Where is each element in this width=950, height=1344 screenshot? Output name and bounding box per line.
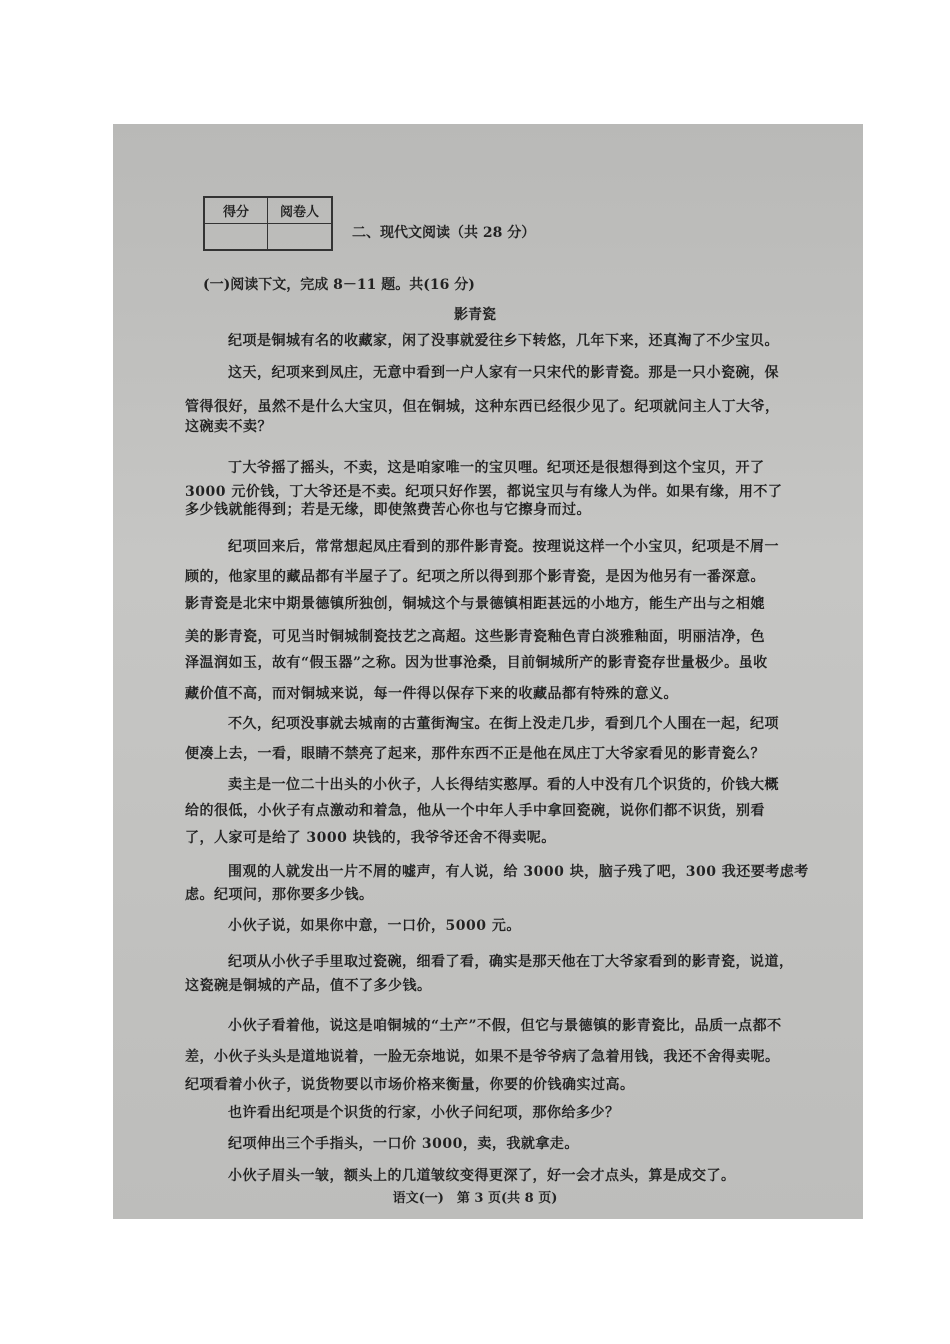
article-line: 差，小伙子头头是道地说着，一脸无奈地说，如果不是爷爷病了急着用钱，我还不舍得卖呢。 bbox=[185, 1049, 780, 1065]
article-line: 这碗卖不卖？ bbox=[185, 419, 272, 435]
article-line: 顾的，他家里的藏品都有半屋子了。纪项之所以得到那个影青瓷，是因为他另有一番深意。 bbox=[185, 569, 765, 585]
article-line: 美的影青瓷，可见当时铜城制瓷技艺之高超。这些影青瓷釉色青白淡雅釉面，明丽洁净，色 bbox=[185, 629, 765, 645]
score-cell bbox=[205, 224, 268, 250]
section-title: 二、现代文阅读（共 28 分） bbox=[352, 225, 536, 241]
article-line: 多少钱就能得到；若是无缘，即使煞费苦心你也与它擦身而过。 bbox=[185, 502, 591, 518]
article-line: 3000 元价钱，丁大爷还是不卖。纪项只好作罢，都说宝贝与有缘人为伴。如果有缘，用不了 bbox=[185, 484, 783, 500]
article-line: 丁大爷摇了摇头，不卖，这是咱家唯一的宝贝哩。纪项还是很想得到这个宝贝，开了 bbox=[228, 460, 765, 476]
article-line: 纪项看着小伙子，说货物要以市场价格来衡量，你要的价钱确实过高。 bbox=[185, 1077, 635, 1093]
article-line: 围观的人就发出一片不屑的嘘声，有人说，给 3000 块，脑子残了吧，300 我还要考虑考 bbox=[228, 864, 809, 880]
article-line: 泽温润如玉，故有“假玉器”之称。因为世事沧桑，目前铜城所产的影青瓷存世量极少。虽收 bbox=[185, 655, 768, 671]
article-line: 了，人家可是给了 3000 块钱的，我爷爷还舍不得卖呢。 bbox=[185, 830, 556, 846]
article-line: 影青瓷是北宋中期景德镇所独创，铜城这个与景德镇相距甚远的小地方，能生产出与之相媲 bbox=[185, 596, 765, 612]
article-line: 卖主是一位二十出头的小伙子，人长得结实憨厚。看的人中没有几个识货的，价钱大概 bbox=[228, 777, 779, 793]
article-line: 纪项回来后，常常想起凤庄看到的那件影青瓷。按理说这样一个小宝贝，纪项是不屑一 bbox=[228, 539, 779, 555]
grader-label: 阅卷人 bbox=[268, 198, 331, 224]
article-line: 也许看出纪项是个识货的行家，小伙子问纪项，那你给多少？ bbox=[228, 1105, 620, 1121]
article-line: 小伙子说，如果你中意，一口价，5000 元。 bbox=[228, 918, 521, 934]
article-line: 给的很低，小伙子有点激动和着急，他从一个中年人手中拿回瓷碗，说你们都不识货，别看 bbox=[185, 803, 765, 819]
page-footer: 语文(一) 第 3 页(共 8 页) bbox=[392, 1191, 558, 1206]
article-line: 纪项是铜城有名的收藏家，闲了没事就爱往乡下转悠，几年下来，还真淘了不少宝贝。 bbox=[228, 333, 779, 349]
article-line: 小伙子看着他，说这是咱铜城的“土产”不假，但它与景德镇的影青瓷比，品质一点都不 bbox=[228, 1018, 782, 1034]
score-table bbox=[203, 196, 333, 251]
article-line: 不久，纪项没事就去城南的古董街淘宝。在街上没走几步，看到几个人围在一起，纪项 bbox=[228, 716, 779, 732]
article-line: 这瓷碗是铜城的产品，值不了多少钱。 bbox=[185, 978, 432, 994]
article-line: 纪项从小伙子手里取过瓷碗，细看了看，确实是那天他在丁大爷家看到的影青瓷，说道， bbox=[228, 954, 794, 970]
question-instruction: (一)阅读下文，完成 8－11 题。共(16 分) bbox=[203, 277, 475, 293]
article-title: 影青瓷 bbox=[454, 307, 496, 323]
article-line: 便凑上去，一看，眼睛不禁亮了起来，那件东西不正是他在凤庄丁大爷家看见的影青瓷么？ bbox=[185, 746, 765, 762]
article-line: 这天，纪项来到凤庄，无意中看到一户人家有一只宋代的影青瓷。那是一只小瓷碗，保 bbox=[228, 365, 779, 381]
score-label: 得分 bbox=[205, 198, 268, 224]
article-line: 管得很好，虽然不是什么大宝贝，但在铜城，这种东西已经很少见了。纪项就问主人丁大爷， bbox=[185, 399, 780, 415]
article-line: 小伙子眉头一皱，额头上的几道皱纹变得更深了，好一会才点头，算是成交了。 bbox=[228, 1168, 736, 1184]
article-line: 藏价值不高，而对铜城来说，每一件得以保存下来的收藏品都有特殊的意义。 bbox=[185, 686, 678, 702]
article-line: 虑。纪项问，那你要多少钱。 bbox=[185, 887, 374, 903]
article-line: 纪项伸出三个手指头，一口价 3000，卖，我就拿走。 bbox=[228, 1136, 579, 1152]
grader-cell bbox=[268, 224, 331, 250]
